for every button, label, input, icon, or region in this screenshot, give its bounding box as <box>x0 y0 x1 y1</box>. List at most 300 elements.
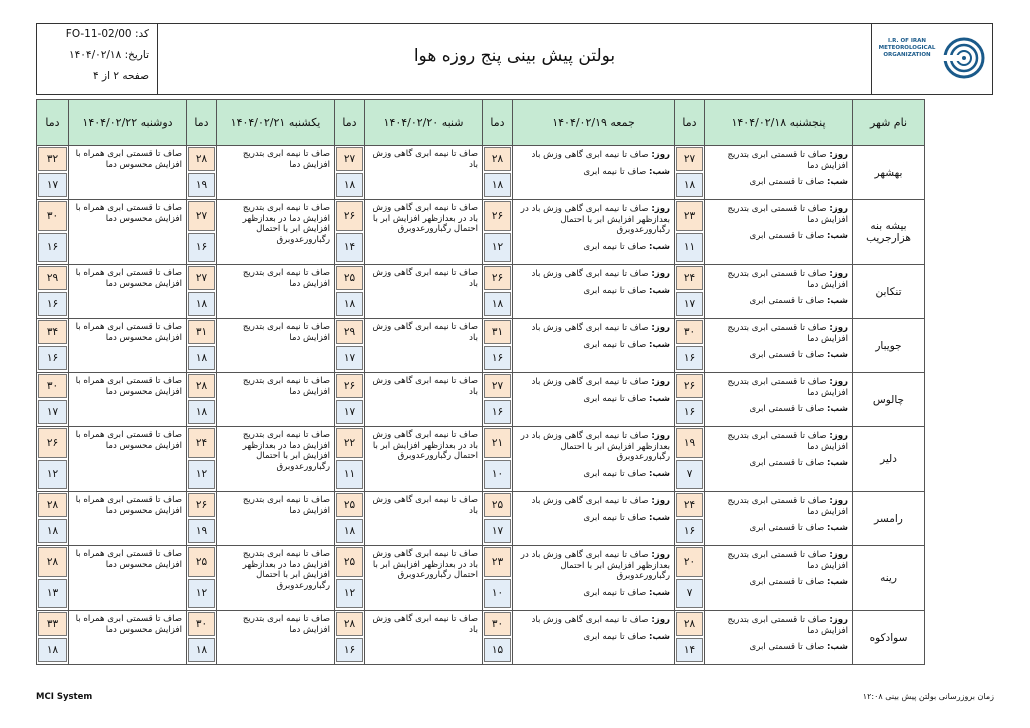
forecast-description <box>365 611 483 665</box>
min-temperature: ۱۰ <box>484 579 511 609</box>
forecast-text: صاف تا نیمه ابری بتدریج افزایش دما <box>242 149 330 170</box>
max-temperature: ۲۵ <box>188 547 215 577</box>
max-temperature: ۲۸ <box>676 612 703 636</box>
temperature-cell <box>335 611 365 665</box>
day-label: روز: <box>651 323 670 333</box>
forecast-day-night <box>705 546 853 611</box>
table-header-row <box>37 100 925 146</box>
city-column-header: نام شهر <box>853 100 925 146</box>
night-forecast-text: صاف تا نیمه ابری <box>583 241 647 252</box>
forecast-text: صاف تا قسمتی ابری همراه با افزایش محسوس دما <box>75 268 182 289</box>
temperature-cell <box>675 611 705 665</box>
table-row <box>37 546 925 611</box>
day-forecast-text: صاف تا نیمه ابری گاهی وزش باد <box>531 496 649 506</box>
min-temperature: ۱۸ <box>38 638 67 662</box>
night-label: شب: <box>649 468 670 479</box>
forecast-description <box>217 265 335 319</box>
max-temperature: ۳۳ <box>38 612 67 636</box>
temperature-cell <box>335 427 365 492</box>
day-label: روز: <box>829 431 848 441</box>
forecast-text: صاف تا قسمتی ابری همراه با افزایش محسوس دما <box>75 376 182 397</box>
forecast-description <box>217 492 335 546</box>
max-temperature: ۲۸ <box>484 147 511 171</box>
day-label: روز: <box>651 150 670 160</box>
temperature-cell <box>483 200 513 265</box>
max-temperature: ۲۷ <box>676 147 703 171</box>
date-value: ۱۴۰۴/۰۲/۱۸ <box>69 49 122 61</box>
night-label: شب: <box>827 177 848 188</box>
temperature-cell <box>483 265 513 319</box>
night-label: شب: <box>649 166 670 177</box>
max-temperature: ۲۶ <box>484 201 511 231</box>
night-forecast-text: صاف تا نیمه ابری <box>583 468 647 479</box>
forecast-description <box>365 146 483 200</box>
min-temperature: ۱۶ <box>484 400 511 424</box>
day4-header: یکشنبه ۱۴۰۴/۰۲/۲۱ <box>217 100 335 146</box>
min-temperature: ۱۱ <box>336 460 363 490</box>
forecast-description <box>217 373 335 427</box>
temperature-cell <box>335 546 365 611</box>
forecast-text: صاف تا نیمه ابری گاهی وزش باد <box>372 495 478 516</box>
night-label: شب: <box>649 512 670 523</box>
min-temperature: ۱۴ <box>336 233 363 263</box>
night-forecast-text: صاف تا نیمه ابری <box>583 512 647 523</box>
night-label: شب: <box>649 631 670 642</box>
temperature-cell <box>675 427 705 492</box>
min-temperature: ۱۰ <box>484 460 511 490</box>
night-label: شب: <box>827 296 848 307</box>
min-temperature: ۱۲ <box>188 460 215 490</box>
forecast-table <box>36 99 925 665</box>
forecast-text: صاف تا نیمه ابری گاهی وزش باد در بعدازظهر افزایش ابر با احتمال رگبارورعدوبرق <box>372 549 478 581</box>
min-temperature: ۱۸ <box>336 292 363 316</box>
forecast-description <box>69 146 187 200</box>
temperature-cell <box>483 492 513 546</box>
temperature-cell <box>187 611 217 665</box>
forecast-description <box>217 546 335 611</box>
city-name: رامسر <box>853 492 925 546</box>
forecast-day-night <box>513 319 675 373</box>
forecast-text: صاف تا نیمه ابری بتدریج افزایش دما در بعدازظهر افزایش ابر با احتمال رگبارورعدوبرق <box>242 430 330 472</box>
night-label: شب: <box>649 241 670 252</box>
table-row <box>37 492 925 546</box>
temperature-cell <box>483 546 513 611</box>
min-temperature: ۱۸ <box>484 173 511 197</box>
forecast-text: صاف تا قسمتی ابری همراه با افزایش محسوس دما <box>75 549 182 570</box>
min-temperature: ۱۴ <box>676 638 703 662</box>
day-forecast-text: صاف تا قسمتی ابری بتدریج افزایش دما <box>727 150 848 171</box>
forecast-description <box>217 200 335 265</box>
temperature-cell <box>37 146 69 200</box>
forecast-day-night <box>513 200 675 265</box>
night-forecast-text: صاف تا قسمتی ابری <box>749 296 825 307</box>
day1-header: پنجشنبه ۱۴۰۴/۰۲/۱۸ <box>705 100 853 146</box>
min-temperature: ۱۲ <box>484 233 511 263</box>
max-temperature: ۳۱ <box>484 320 511 344</box>
temperature-cell <box>37 373 69 427</box>
forecast-text: صاف تا نیمه ابری بتدریج افزایش دما <box>242 495 330 516</box>
max-temperature: ۳۰ <box>188 612 215 636</box>
day-label: روز: <box>829 150 848 160</box>
day-forecast-text: صاف تا نیمه ابری گاهی وزش باد <box>531 323 649 333</box>
temperature-cell <box>675 546 705 611</box>
forecast-description <box>217 427 335 492</box>
forecast-description <box>365 265 483 319</box>
date-row <box>37 45 157 66</box>
day3-header: شنبه ۱۴۰۴/۰۲/۲۰ <box>365 100 483 146</box>
day-label: روز: <box>651 550 670 560</box>
max-temperature: ۲۹ <box>336 320 363 344</box>
max-temperature: ۲۳ <box>676 201 703 231</box>
max-temperature: ۱۹ <box>676 428 703 458</box>
night-forecast-text: صاف تا نیمه ابری <box>583 166 647 177</box>
min-temperature: ۱۸ <box>336 519 363 543</box>
day-label: روز: <box>829 615 848 625</box>
logo-text: I.R. OF IRAN METEOROLOGICAL ORGANIZATION <box>878 38 936 58</box>
temperature-cell <box>37 427 69 492</box>
night-forecast-text: صاف تا نیمه ابری <box>583 339 647 350</box>
forecast-description <box>365 200 483 265</box>
forecast-day-night <box>705 200 853 265</box>
max-temperature: ۳۰ <box>38 374 67 398</box>
temperature-cell <box>335 319 365 373</box>
forecast-day-night <box>705 146 853 200</box>
day2-temp-header: دما <box>483 100 513 146</box>
min-temperature: ۱۲ <box>336 579 363 609</box>
page-current: ۲ <box>113 70 120 82</box>
min-temperature: ۱۲ <box>188 579 215 609</box>
temperature-cell <box>483 146 513 200</box>
forecast-description <box>69 200 187 265</box>
day-forecast-text: صاف تا قسمتی ابری بتدریج افزایش دما <box>727 269 848 290</box>
temperature-cell <box>37 546 69 611</box>
bulletin-title: بولتن پیش بینی پنج روزه هوا <box>413 46 616 66</box>
min-temperature: ۱۶ <box>676 519 703 543</box>
code-label: کد: <box>134 28 149 40</box>
min-temperature: ۱۷ <box>336 400 363 424</box>
forecast-description <box>69 373 187 427</box>
table-row <box>37 319 925 373</box>
day-label: روز: <box>829 377 848 387</box>
update-time: ۱۲:۰۸ <box>862 692 883 701</box>
min-temperature: ۱۵ <box>484 638 511 662</box>
day-forecast-text: صاف تا قسمتی ابری بتدریج افزایش دما <box>727 550 848 571</box>
max-temperature: ۲۸ <box>336 612 363 636</box>
min-temperature: ۱۳ <box>38 579 67 609</box>
forecast-text: صاف تا قسمتی ابری همراه با افزایش محسوس دما <box>75 430 182 451</box>
document-meta <box>37 24 158 94</box>
forecast-description <box>365 427 483 492</box>
temperature-cell <box>335 200 365 265</box>
temperature-cell <box>187 146 217 200</box>
day4-temp-header: دما <box>187 100 217 146</box>
min-temperature: ۷ <box>676 579 703 609</box>
table-row <box>37 200 925 265</box>
min-temperature: ۱۸ <box>188 638 215 662</box>
day-label: روز: <box>829 496 848 506</box>
forecast-day-night <box>513 427 675 492</box>
page-total: ۴ <box>93 70 99 82</box>
forecast-day-night <box>705 427 853 492</box>
forecast-table-body <box>37 146 925 665</box>
forecast-day-night <box>513 546 675 611</box>
day-label: روز: <box>651 269 670 279</box>
forecast-description <box>365 319 483 373</box>
day-forecast-text: صاف تا نیمه ابری گاهی وزش باد در بعدازظهر افزایش ابر با احتمال رگبارورعدوبرق <box>520 431 670 463</box>
night-forecast-text: صاف تا قسمتی ابری <box>749 523 825 534</box>
max-temperature: ۲۶ <box>676 374 703 398</box>
max-temperature: ۲۷ <box>188 201 215 231</box>
day3-temp-header: دما <box>335 100 365 146</box>
min-temperature: ۱۸ <box>336 173 363 197</box>
min-temperature: ۱۶ <box>676 400 703 424</box>
day-label: روز: <box>829 269 848 279</box>
forecast-text: صاف تا قسمتی ابری همراه با افزایش محسوس دما <box>75 495 182 516</box>
forecast-description <box>69 319 187 373</box>
min-temperature: ۱۲ <box>38 460 67 490</box>
max-temperature: ۲۴ <box>188 428 215 458</box>
forecast-description <box>217 611 335 665</box>
min-temperature: ۱۶ <box>188 233 215 263</box>
day-forecast-text: صاف تا قسمتی ابری بتدریج افزایش دما <box>727 323 848 344</box>
max-temperature: ۳۰ <box>484 612 511 636</box>
temperature-cell <box>335 492 365 546</box>
night-forecast-text: صاف تا نیمه ابری <box>583 393 647 404</box>
forecast-text: صاف تا نیمه ابری بتدریج افزایش دما <box>242 376 330 397</box>
page-label: صفحه <box>122 70 149 82</box>
min-temperature: ۱۶ <box>336 638 363 662</box>
day-forecast-text: صاف تا نیمه ابری گاهی وزش باد <box>531 150 649 160</box>
temperature-cell <box>675 319 705 373</box>
temperature-cell <box>37 611 69 665</box>
day-forecast-text: صاف تا قسمتی ابری بتدریج افزایش دما <box>727 377 848 398</box>
temperature-cell <box>335 373 365 427</box>
night-label: شب: <box>827 642 848 653</box>
update-label: زمان بروزرسانی بولتن پیش بینی <box>885 692 994 701</box>
night-forecast-text: صاف تا قسمتی ابری <box>749 404 825 415</box>
min-temperature: ۱۸ <box>188 292 215 316</box>
code-value: FO-11-02/00 <box>65 28 132 40</box>
forecast-day-night <box>705 373 853 427</box>
min-temperature: ۱۶ <box>38 233 67 263</box>
max-temperature: ۲۸ <box>188 374 215 398</box>
forecast-description <box>365 546 483 611</box>
max-temperature: ۲۱ <box>484 428 511 458</box>
min-temperature: ۱۶ <box>38 292 67 316</box>
day-forecast-text: صاف تا نیمه ابری گاهی وزش باد <box>531 615 649 625</box>
temperature-cell <box>37 265 69 319</box>
max-temperature: ۲۶ <box>336 374 363 398</box>
forecast-text: صاف تا نیمه ابری گاهی وزش باد <box>372 376 478 397</box>
table-row <box>37 146 925 200</box>
night-label: شب: <box>827 577 848 588</box>
night-forecast-text: صاف تا قسمتی ابری <box>749 458 825 469</box>
forecast-text: صاف تا نیمه ابری بتدریج افزایش دما در بعدازظهر افزایش ابر با احتمال رگبارورعدوبرق <box>242 549 330 591</box>
bulletin-header <box>36 23 993 95</box>
max-temperature: ۲۴ <box>676 493 703 517</box>
max-temperature: ۲۶ <box>336 201 363 231</box>
night-forecast-text: صاف تا قسمتی ابری <box>749 177 825 188</box>
day-forecast-text: صاف تا نیمه ابری گاهی وزش باد <box>531 269 649 279</box>
night-forecast-text: صاف تا قسمتی ابری <box>749 231 825 242</box>
date-label: تاریخ: <box>124 49 149 61</box>
page-separator: از <box>102 70 111 82</box>
city-name: بهشهر <box>853 146 925 200</box>
temperature-cell <box>335 265 365 319</box>
day2-header: جمعه ۱۴۰۴/۰۲/۱۹ <box>513 100 675 146</box>
forecast-day-night <box>705 492 853 546</box>
max-temperature: ۲۷ <box>188 266 215 290</box>
temperature-cell <box>37 319 69 373</box>
min-temperature: ۱۸ <box>484 292 511 316</box>
day1-temp-header: دما <box>675 100 705 146</box>
max-temperature: ۲۶ <box>188 493 215 517</box>
day-label: روز: <box>829 204 848 214</box>
temperature-cell <box>187 319 217 373</box>
max-temperature: ۲۹ <box>38 266 67 290</box>
night-label: شب: <box>827 404 848 415</box>
city-name: رینه <box>853 546 925 611</box>
max-temperature: ۲۵ <box>336 266 363 290</box>
forecast-description <box>365 492 483 546</box>
max-temperature: ۲۰ <box>676 547 703 577</box>
forecast-text: صاف تا نیمه ابری بتدریج افزایش دما <box>242 614 330 635</box>
update-info <box>863 692 994 701</box>
max-temperature: ۳۱ <box>188 320 215 344</box>
city-name: دلیر <box>853 427 925 492</box>
forecast-text: صاف تا نیمه ابری گاهی وزش باد <box>372 149 478 170</box>
city-name: تنکابن <box>853 265 925 319</box>
temperature-cell <box>675 373 705 427</box>
forecast-text: صاف تا قسمتی ابری همراه با افزایش محسوس دما <box>75 203 182 224</box>
day-forecast-text: صاف تا قسمتی ابری بتدریج افزایش دما <box>727 204 848 225</box>
night-label: شب: <box>827 231 848 242</box>
min-temperature: ۱۸ <box>676 173 703 197</box>
min-temperature: ۱۹ <box>188 173 215 197</box>
temperature-cell <box>187 265 217 319</box>
forecast-text: صاف تا نیمه ابری گاهی وزش باد <box>372 268 478 289</box>
code-row <box>37 24 157 45</box>
temperature-cell <box>187 427 217 492</box>
forecast-description <box>69 265 187 319</box>
temperature-cell <box>675 265 705 319</box>
temperature-cell <box>187 492 217 546</box>
max-temperature: ۲۴ <box>676 266 703 290</box>
forecast-description <box>365 373 483 427</box>
night-label: شب: <box>649 587 670 598</box>
forecast-description <box>217 319 335 373</box>
table-row <box>37 427 925 492</box>
day-label: روز: <box>651 431 670 441</box>
night-label: شب: <box>827 523 848 534</box>
day-forecast-text: صاف تا قسمتی ابری بتدریج افزایش دما <box>727 496 848 517</box>
day5-temp-header: دما <box>37 100 69 146</box>
min-temperature: ۱۷ <box>336 346 363 370</box>
forecast-description <box>69 492 187 546</box>
page-row <box>37 66 157 87</box>
city-name: جویبار <box>853 319 925 373</box>
forecast-day-night <box>513 146 675 200</box>
min-temperature: ۱۸ <box>188 346 215 370</box>
forecast-text: صاف تا نیمه ابری بتدریج افزایش دما <box>242 268 330 289</box>
forecast-text: صاف تا نیمه ابری گاهی وزش باد <box>372 614 478 635</box>
forecast-day-night <box>705 319 853 373</box>
temperature-cell <box>483 611 513 665</box>
max-temperature: ۲۷ <box>336 147 363 171</box>
night-forecast-text: صاف تا قسمتی ابری <box>749 642 825 653</box>
night-label: شب: <box>827 350 848 361</box>
forecast-day-night <box>705 611 853 665</box>
max-temperature: ۲۵ <box>336 493 363 517</box>
night-forecast-text: صاف تا قسمتی ابری <box>749 577 825 588</box>
day-label: روز: <box>651 496 670 506</box>
temperature-cell <box>37 200 69 265</box>
forecast-day-night <box>513 265 675 319</box>
min-temperature: ۷ <box>676 460 703 490</box>
max-temperature: ۲۲ <box>336 428 363 458</box>
day-label: روز: <box>651 615 670 625</box>
forecast-text: صاف تا قسمتی ابری همراه با افزایش محسوس دما <box>75 614 182 635</box>
temperature-cell <box>187 546 217 611</box>
min-temperature: ۱۹ <box>188 519 215 543</box>
temperature-cell <box>37 492 69 546</box>
min-temperature: ۱۸ <box>38 519 67 543</box>
temperature-cell <box>187 373 217 427</box>
day-forecast-text: صاف تا نیمه ابری گاهی وزش باد در بعدازظهر افزایش ابر با احتمال رگبارورعدوبرق <box>520 550 670 582</box>
forecast-description <box>69 427 187 492</box>
forecast-day-night <box>513 611 675 665</box>
forecast-day-night <box>705 265 853 319</box>
min-temperature: ۱۶ <box>38 346 67 370</box>
max-temperature: ۲۵ <box>336 547 363 577</box>
forecast-day-night <box>513 373 675 427</box>
max-temperature: ۲۸ <box>188 147 215 171</box>
table-row <box>37 265 925 319</box>
night-label: شب: <box>649 393 670 404</box>
min-temperature: ۱۷ <box>38 173 67 197</box>
table-row <box>37 611 925 665</box>
day-label: روز: <box>829 323 848 333</box>
min-temperature: ۱۷ <box>38 400 67 424</box>
min-temperature: ۱۸ <box>188 400 215 424</box>
system-name: MCI System <box>36 692 93 702</box>
day-forecast-text: صاف تا نیمه ابری گاهی وزش باد در بعدازظهر افزایش ابر با احتمال رگبارورعدوبرق <box>520 204 670 236</box>
min-temperature: ۱۶ <box>484 346 511 370</box>
table-row <box>37 373 925 427</box>
temperature-cell <box>483 319 513 373</box>
night-forecast-text: صاف تا قسمتی ابری <box>749 350 825 361</box>
max-temperature: ۲۷ <box>484 374 511 398</box>
night-forecast-text: صاف تا نیمه ابری <box>583 587 647 598</box>
night-label: شب: <box>649 285 670 296</box>
day-forecast-text: صاف تا قسمتی ابری بتدریج افزایش دما <box>727 431 848 452</box>
forecast-description <box>69 546 187 611</box>
city-name: چالوس <box>853 373 925 427</box>
night-forecast-text: صاف تا نیمه ابری <box>583 285 647 296</box>
forecast-text: صاف تا قسمتی ابری همراه با افزایش محسوس دما <box>75 149 182 170</box>
forecast-text: صاف تا نیمه ابری گاهی وزش باد در بعدازظهر افزایش ابر با احتمال رگبارورعدوبرق <box>372 430 478 462</box>
max-temperature: ۲۶ <box>484 266 511 290</box>
forecast-text: صاف تا نیمه ابری بتدریج افزایش دما <box>242 322 330 343</box>
day-label: روز: <box>651 377 670 387</box>
temperature-cell <box>675 200 705 265</box>
max-temperature: ۲۸ <box>38 493 67 517</box>
forecast-description <box>217 146 335 200</box>
temperature-cell <box>483 427 513 492</box>
day-label: روز: <box>829 550 848 560</box>
max-temperature: ۳۴ <box>38 320 67 344</box>
max-temperature: ۲۶ <box>38 428 67 458</box>
